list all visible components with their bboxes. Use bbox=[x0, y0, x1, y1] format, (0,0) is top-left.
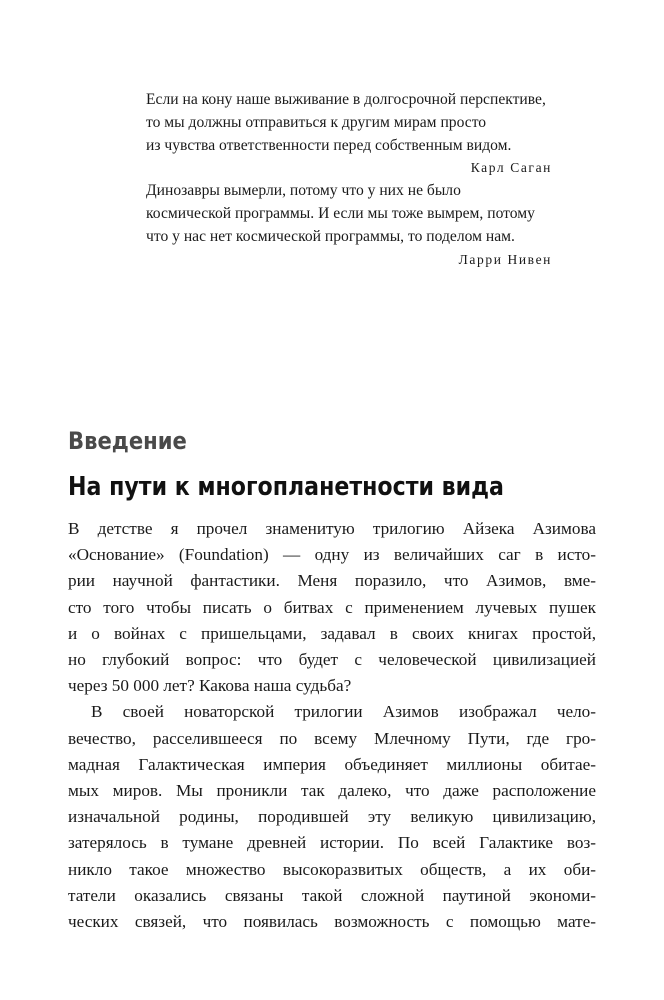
epigraph-line: что у нас нет космической программы, то поделом нам. bbox=[146, 227, 515, 245]
text-line: никло такое множество высокоразвитых обществ, а их оби- bbox=[68, 859, 596, 879]
epigraph-author: Ларри Нивен bbox=[458, 251, 552, 267]
epigraph-line: из чувства ответственности перед собственным видом. bbox=[146, 136, 512, 154]
text-line: В своей новаторской трилогии Азимов изображал чело- bbox=[91, 702, 596, 722]
text-line: татели оказались связаны такой сложной паутиной экономи- bbox=[68, 885, 596, 905]
text-line: В детстве я прочел знаменитую трилогию Айзека Азимова bbox=[68, 519, 596, 538]
paragraph bbox=[68, 516, 596, 699]
epigraph-line: Динозавры вымерли, потому что у них не было bbox=[146, 182, 461, 200]
text-line: сто того чтобы писать о битвах с применением лучевых пушек bbox=[68, 597, 596, 617]
text-line: мадная Галактическая империя объединяет миллионы обитае- bbox=[68, 754, 596, 774]
text-line: через 50 000 лет? Какова наша судьба? bbox=[68, 676, 352, 696]
epigraph-line: космической программы. И если мы тоже вымрем, потому bbox=[146, 204, 535, 222]
chapter-title: На пути к многопланетности вида bbox=[68, 472, 504, 502]
text-line: мых миров. Мы проникли так далеко, что даже расположение bbox=[68, 781, 596, 801]
epigraph-niven bbox=[146, 180, 552, 271]
chapter-heading bbox=[68, 425, 608, 504]
epigraphs bbox=[146, 89, 552, 271]
text-line: «Основание» (Foundation) — одну из величайших саг в исто- bbox=[68, 545, 596, 565]
chapter-label: Введение bbox=[68, 427, 187, 455]
text-line: затерялось в тумане древней истории. По всей Галактике воз- bbox=[68, 833, 596, 853]
text-line: и о войнах с пришельцами, задавал в своих книгах простой, bbox=[68, 623, 596, 643]
text-line: ческих связей, что появилась возможность с помощью мате- bbox=[68, 912, 596, 932]
body-text bbox=[68, 516, 596, 935]
text-line: вечество, расселившееся по всему Млечному Пути, где гро- bbox=[68, 728, 596, 748]
text-line: но глубокий вопрос: что будет с человеческой цивилизацией bbox=[68, 650, 596, 670]
epigraph-line: Если на кону наше выживание в долгосрочной перспективе, bbox=[146, 91, 546, 108]
text-line: изначальной родины, породившей эту великую цивилизацию, bbox=[68, 807, 596, 827]
epigraph-line: то мы должны отправиться к другим мирам просто bbox=[146, 113, 487, 131]
epigraph-author: Карл Саган bbox=[470, 160, 552, 176]
text-line: рии научной фантастики. Меня поразило, что Азимов, вме- bbox=[68, 571, 596, 591]
epigraph-sagan bbox=[146, 89, 552, 180]
paragraph bbox=[68, 699, 596, 935]
